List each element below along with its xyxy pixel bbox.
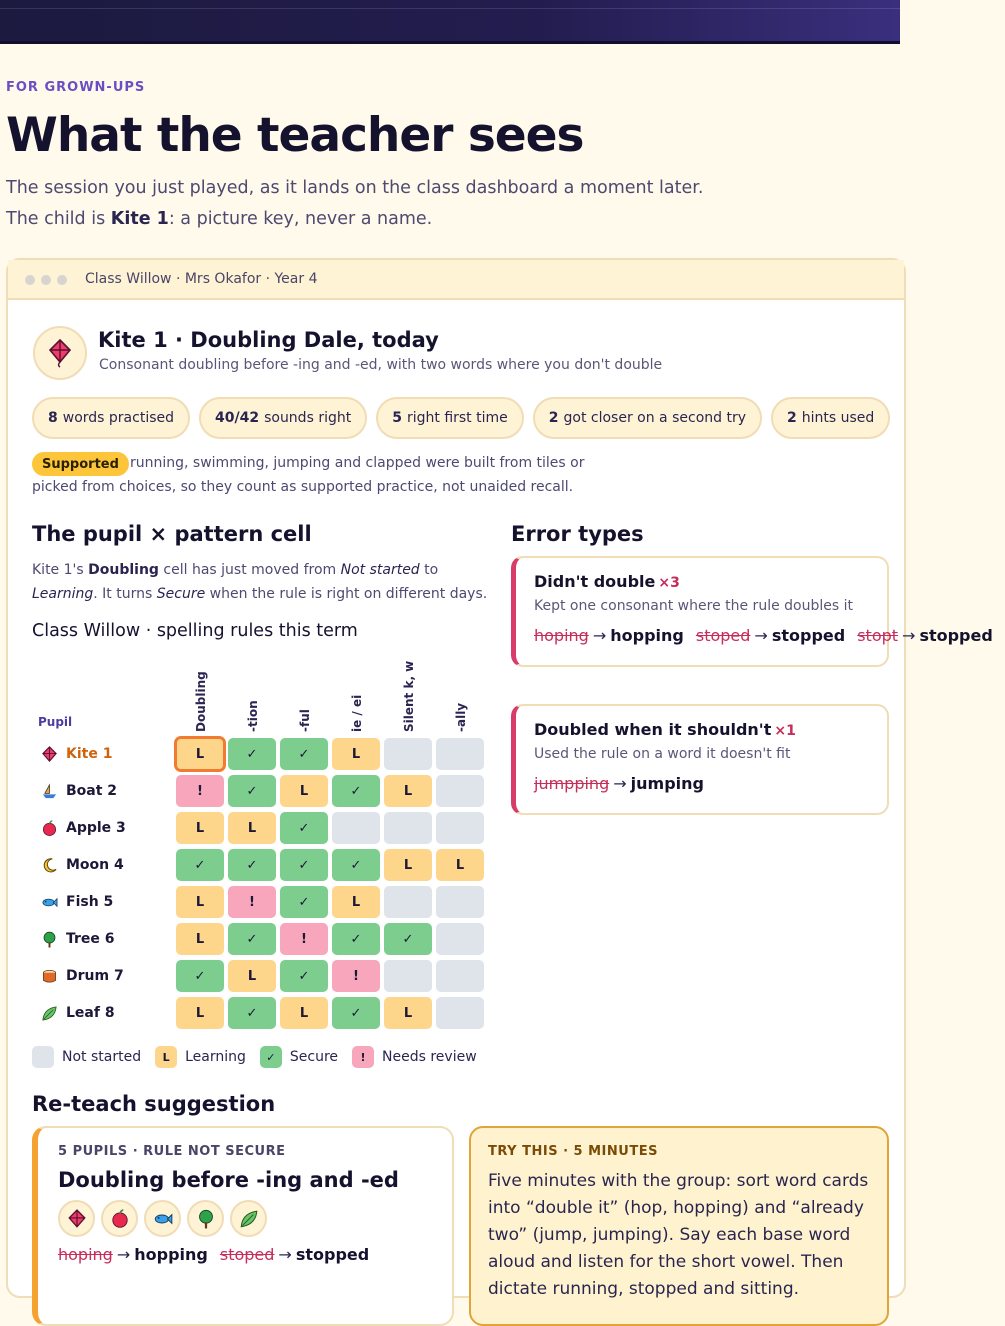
correction-example (696, 626, 845, 645)
arrow-icon: → (902, 626, 916, 645)
grid-cell[interactable]: ✓ (228, 923, 276, 955)
grid-cell[interactable] (332, 812, 380, 844)
grid-cell[interactable]: ✓ (280, 886, 328, 918)
window-controls (25, 275, 67, 285)
correction-example (857, 626, 993, 645)
grid-title: Class Willow · spelling rules this term (32, 621, 358, 641)
apple-icon (110, 1209, 130, 1229)
stat-pill: 8 words practised (32, 397, 190, 439)
column-label: Doubling (194, 671, 208, 732)
window-label: Class Willow · Mrs Okafor · Year 4 (85, 271, 318, 287)
window-dot-2 (41, 275, 51, 285)
error-title: Doubled when it shouldn't ×1 (534, 720, 796, 739)
legend-swatch: ✓ (260, 1046, 282, 1068)
grid-cell[interactable]: ✓ (280, 738, 328, 770)
arrow-icon: → (592, 626, 607, 645)
pupil-name: Kite 1 (66, 746, 113, 762)
legend-swatch: L (155, 1046, 177, 1068)
arrow-icon: → (278, 1245, 292, 1264)
grid-cell[interactable] (436, 886, 484, 918)
window-dot-1 (25, 275, 35, 285)
pupil-column-header: Pupil (38, 715, 73, 729)
correction-example (58, 1245, 208, 1264)
drum-icon (41, 968, 58, 985)
grid-cell[interactable]: ! (280, 923, 328, 955)
error-description: Used the rule on a word it doesn't fit (534, 746, 791, 762)
pupil-picture (144, 1200, 181, 1237)
grid-cell[interactable]: ✓ (332, 775, 380, 807)
try-this-card (469, 1126, 889, 1326)
pupil-key: Kite 1 (110, 209, 169, 229)
correction-example (534, 626, 684, 645)
grid-cell[interactable]: ✓ (228, 997, 276, 1029)
misspelling: hoping (534, 626, 589, 645)
grid-cell[interactable] (384, 960, 432, 992)
stat-pill: 2 hints used (771, 397, 890, 439)
leaf-icon (239, 1209, 259, 1229)
pupil-picture (58, 1200, 95, 1237)
grid-cell[interactable] (384, 886, 432, 918)
grid-cell[interactable]: ✓ (332, 997, 380, 1029)
fish-icon (153, 1209, 173, 1229)
grid-cell[interactable]: L (176, 923, 224, 955)
intro-line-1: The session you just played, as it lands on the class dashboard a moment later. (6, 178, 704, 198)
column-label: Silent k, w (402, 660, 416, 732)
correct-spelling: stopped (919, 626, 993, 645)
stat-pill: 2 got closer on a second try (533, 397, 762, 439)
pupil-row-label[interactable] (40, 777, 117, 805)
grid-cell[interactable] (436, 960, 484, 992)
grid-cell[interactable]: L (280, 997, 328, 1029)
pupil-picture (230, 1200, 267, 1237)
intro-text (6, 173, 886, 235)
pattern-description: Kite 1's Doubling cell has just moved from Not started to Learning. It turns Secure when the rule is right on different days. (32, 562, 488, 602)
eyebrow: FOR GROWN-UPS (6, 80, 146, 95)
reteach-title: Doubling before -ing and -ed (58, 1168, 399, 1192)
kite-icon (41, 746, 58, 763)
pupil-name: Tree 6 (66, 931, 115, 947)
pupil-row-label[interactable] (40, 814, 126, 842)
grid-cell[interactable]: L (384, 849, 432, 881)
arrow-icon: → (754, 626, 768, 645)
grid-cell[interactable]: ✓ (176, 849, 224, 881)
tree-icon (41, 931, 58, 948)
grid-cell[interactable]: L (280, 775, 328, 807)
error-card (511, 704, 889, 815)
pupil-name: Leaf 8 (66, 1005, 115, 1021)
reteach-card (32, 1126, 454, 1326)
pupil-avatar (33, 326, 87, 380)
legend-label: Needs review (382, 1049, 477, 1065)
correct-spelling: hopping (610, 626, 684, 645)
pupil-picture (101, 1200, 138, 1237)
try-body: Five minutes with the group: sort word cards into “double it” (hop, hopping) and “already two” (jump, jumping). Say each base word aloud and listen for the short vowel. Then dictate running, stopped and sitting. (488, 1171, 869, 1299)
pupil-picture (187, 1200, 224, 1237)
grid-cell[interactable]: ! (176, 775, 224, 807)
pupil-name: Moon 4 (66, 857, 124, 873)
top-bar (0, 0, 900, 44)
pupil-icon-wrap (40, 819, 58, 837)
boat-icon (41, 783, 58, 800)
correction-example (220, 1245, 369, 1264)
correct-spelling: hopping (134, 1245, 208, 1264)
intro-line-2: The child is Kite 1: a picture key, never a name. (6, 209, 433, 229)
grid-cell[interactable]: L (176, 738, 224, 770)
kite-icon (46, 338, 74, 368)
pupil-row-label[interactable] (40, 740, 112, 768)
grid-cell[interactable]: L (176, 812, 224, 844)
pupil-icon-wrap (40, 745, 58, 763)
pupil-row-label[interactable] (40, 925, 115, 953)
error-title: Didn't double ×3 (534, 572, 680, 591)
legend-swatch (32, 1046, 54, 1068)
legend-label: Learning (185, 1049, 246, 1065)
grid-cell[interactable]: ✓ (280, 812, 328, 844)
error-description: Kept one consonant where the rule doubles it (534, 598, 853, 614)
grid-cell[interactable]: ✓ (280, 960, 328, 992)
grid-cell[interactable]: ✓ (228, 849, 276, 881)
dashboard-window (6, 258, 993, 1299)
grid-cell[interactable] (384, 812, 432, 844)
grid-cell[interactable]: L (228, 812, 276, 844)
session-subtitle: Consonant doubling before -ing and -ed, with two words where you don't double (99, 357, 663, 373)
stat-pills (32, 397, 890, 439)
grid-cell[interactable]: ! (228, 886, 276, 918)
pupil-icon-wrap (40, 1004, 58, 1022)
pupil-name: Fish 5 (66, 894, 114, 910)
misspelling: stopt (857, 626, 899, 645)
arrow-icon: → (116, 1245, 131, 1264)
correction-example (534, 774, 704, 793)
grid-cell[interactable] (436, 775, 484, 807)
leaf-icon (41, 1005, 58, 1022)
column-label: -ally (454, 702, 468, 732)
misspelling: stoped (695, 626, 751, 645)
arrow-icon: → (613, 774, 627, 793)
legend-label: Not started (62, 1049, 142, 1065)
grid-cell[interactable]: L (176, 886, 224, 918)
pupil-icon-wrap (40, 930, 58, 948)
pupil-icon-wrap (40, 967, 58, 985)
misspelling: jumpping (534, 774, 610, 793)
grid-cell[interactable] (436, 738, 484, 770)
grid-cell[interactable] (384, 738, 432, 770)
grid-cell[interactable]: L (332, 886, 380, 918)
grid-cell[interactable]: ✓ (176, 960, 224, 992)
pattern-heading: The pupil × pattern cell (32, 522, 312, 546)
grid-cell[interactable]: ! (332, 960, 380, 992)
kite-icon (67, 1209, 87, 1229)
error-card (511, 556, 993, 667)
window-titlebar (8, 260, 904, 300)
grid-cell[interactable] (436, 997, 484, 1029)
grid-cell[interactable]: ✓ (384, 923, 432, 955)
pupil-name: Boat 2 (66, 783, 118, 799)
misspelling: stoped (219, 1245, 275, 1264)
pupil-icon-wrap (40, 782, 58, 800)
pupil-name: Drum 7 (66, 968, 124, 984)
column-label: -tion (246, 700, 260, 732)
grid-cell[interactable]: ✓ (332, 923, 380, 955)
correct-spelling: stopped (295, 1245, 370, 1264)
pupil-icon-wrap (40, 856, 58, 874)
pupil-name: Apple 3 (66, 820, 126, 836)
grid-cell[interactable]: L (228, 960, 276, 992)
error-types-heading: Error types (511, 522, 644, 546)
legend-swatch: ! (352, 1046, 374, 1068)
reteach-pupil-icons (58, 1200, 432, 1237)
grid-cell[interactable]: ✓ (280, 849, 328, 881)
supported-note-line-1: running, swimming, jumping and clapped were built from tiles or (130, 455, 585, 471)
column-label: -ful (298, 709, 312, 732)
grid-cell[interactable]: L (384, 775, 432, 807)
grid-cell[interactable]: ✓ (228, 738, 276, 770)
grid-cell[interactable]: L (436, 849, 484, 881)
session-title: Kite 1 · Doubling Dale, today (98, 328, 439, 352)
reteach-heading: Re-teach suggestion (32, 1092, 276, 1116)
correct-spelling: stopped (771, 626, 846, 645)
apple-icon (41, 820, 58, 837)
error-count: ×1 (774, 723, 796, 739)
pupil-row-label[interactable] (40, 851, 124, 879)
error-examples (534, 621, 993, 651)
grid-cell[interactable]: L (176, 997, 224, 1029)
stat-pill: 5 right first time (376, 397, 524, 439)
correct-spelling: jumping (630, 774, 704, 793)
moon-icon (41, 857, 58, 874)
reteach-examples (58, 1245, 432, 1264)
grid-cell[interactable]: ✓ (228, 775, 276, 807)
grid-cell[interactable]: L (332, 738, 380, 770)
grid-cell[interactable]: L (384, 997, 432, 1029)
legend-label: Secure (289, 1049, 339, 1065)
reteach-eyebrow: 5 PUPILS · RULE NOT SECURE (58, 1144, 286, 1159)
supported-note-line-2: picked from choices, so they count as supported practice, not unaided recall. (32, 479, 574, 495)
supported-badge: Supported (32, 452, 129, 476)
column-label: ie / ei (350, 694, 364, 732)
error-examples (534, 769, 869, 799)
pupil-icon-wrap (40, 893, 58, 911)
stat-pill: 40/42 sounds right (199, 397, 367, 439)
grid-cell[interactable]: ✓ (332, 849, 380, 881)
try-eyebrow: TRY THIS · 5 MINUTES (488, 1144, 658, 1159)
grid-cell[interactable] (436, 923, 484, 955)
pupil-row-label[interactable] (40, 999, 115, 1027)
grid-cell[interactable] (436, 812, 484, 844)
tree-icon (196, 1209, 216, 1229)
grid-legend (32, 1046, 477, 1068)
pupil-row-label[interactable] (40, 962, 124, 990)
error-count: ×3 (658, 575, 680, 591)
misspelling: hoping (58, 1245, 113, 1264)
fish-icon (41, 894, 58, 911)
page-title: What the teacher sees (6, 108, 584, 163)
window-dot-3 (57, 275, 67, 285)
pupil-row-label[interactable] (40, 888, 113, 916)
